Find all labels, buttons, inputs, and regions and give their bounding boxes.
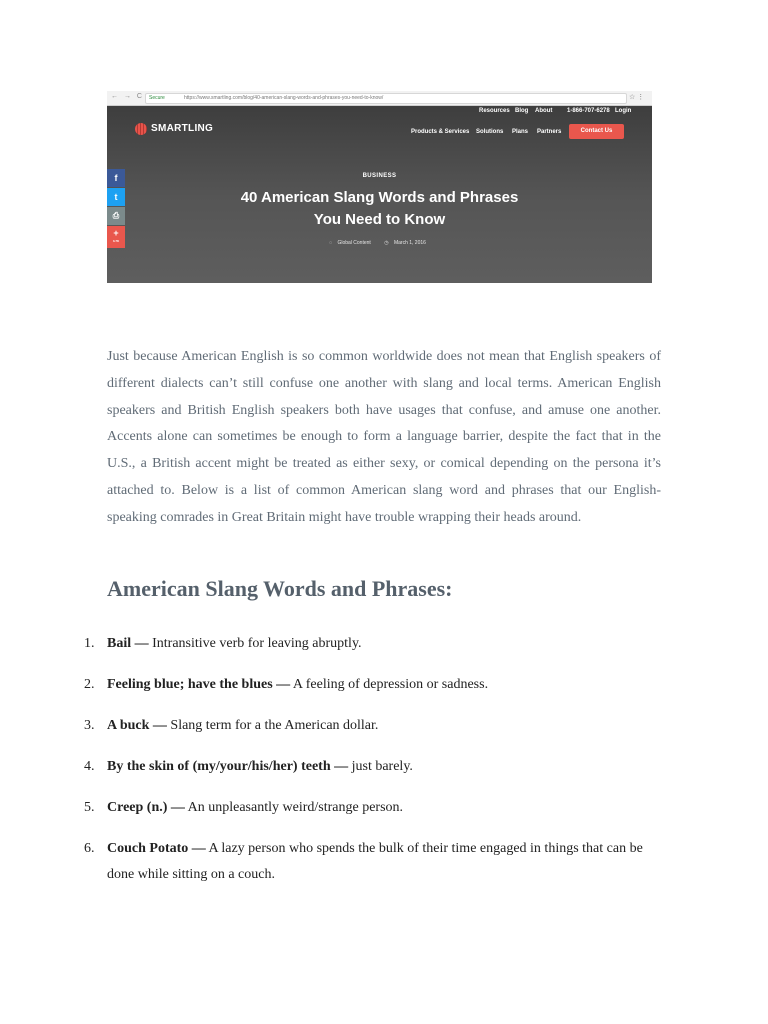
section-heading: American Slang Words and Phrases:: [107, 576, 453, 601]
list-number: 4.: [84, 759, 95, 774]
list-number: 1.: [84, 636, 95, 651]
slang-definition: Slang term for a the American dollar.: [166, 718, 379, 733]
slang-term: Bail —: [107, 636, 149, 651]
slang-definition: A feeling of depression or sadness.: [290, 677, 489, 692]
list-item: [84, 836, 667, 888]
browser-toolbar: [107, 91, 652, 106]
slang-definition: A lazy person who spends the bulk of their time engaged in things that can be done while sitting on a couch.: [107, 841, 643, 882]
list-item: [84, 795, 667, 821]
list-item: [84, 754, 667, 780]
list-item: [84, 672, 667, 698]
logo-mark-icon: [135, 123, 147, 135]
twitter-share-icon: t: [107, 188, 125, 206]
top-link-phone: 1-866-707-6278: [567, 108, 610, 114]
slang-term: By the skin of (my/your/his/her) teeth —: [107, 759, 349, 774]
nav-plans: Plans: [512, 129, 529, 135]
print-share-icon: ⎙: [107, 207, 125, 225]
nav-partners: Partners: [537, 129, 562, 135]
contact-us-button: Contact Us: [569, 124, 624, 139]
slang-list: [84, 631, 667, 903]
list-number: 5.: [84, 800, 95, 815]
category-label: BUSINESS: [362, 173, 397, 179]
secure-label: Secure: [149, 95, 165, 101]
post-meta: [107, 240, 652, 246]
slang-term: Creep (n.) —: [107, 800, 185, 815]
post-author: ◌ Global Content: [329, 240, 371, 246]
top-links: [477, 108, 647, 118]
address-bar: [145, 93, 627, 104]
list-item: [84, 631, 667, 657]
post-date: ◷ March 1, 2016: [384, 240, 426, 246]
share-count: 3.7K: [112, 239, 120, 243]
plus-glyph: +: [113, 228, 119, 238]
star-icon: ☆ ⋮: [629, 94, 645, 101]
blog-screenshot: [107, 91, 652, 283]
intro-paragraph: Just because American English is so common worldwide does not mean that English speakers of different dialects can’t still confuse one another with slang and local terms. American English speakers and British English speakers both have usages that confuse, and amuse one another. Accents alone can sometimes be enough to form a language barrier, despite the fact that in the U.S., a British accent might be treated as either sexy, or comical depending on the persona it’s attached to. Below is a list of common American slang word and phrases that our English-speaking comrades in Great Britain might have trouble wrapping their heads around.: [107, 349, 661, 525]
smartling-logo: [135, 122, 215, 136]
logo-text: SMARTLING: [151, 123, 214, 134]
list-number: 6.: [84, 841, 95, 856]
slang-term: Couch Potato —: [107, 841, 206, 856]
top-link-blog: Blog: [515, 108, 529, 114]
slang-term: Feeling blue; have the blues —: [107, 677, 291, 692]
nav-products-services: Products & Services: [411, 129, 470, 135]
list-number: 3.: [84, 718, 95, 733]
top-link-login: Login: [615, 108, 632, 114]
top-link-about: About: [535, 108, 553, 114]
url-text: https://www.smartling.com/blog/40-american-slang-words-and-phrases-you-need-to-know/: [184, 95, 384, 101]
nav-solutions: Solutions: [476, 129, 504, 135]
browser-nav-icons: ← → C: [111, 93, 144, 100]
list-number: 2.: [84, 677, 95, 692]
hero-title-line-2: You Need to Know: [313, 211, 446, 228]
facebook-share-icon: f: [107, 169, 125, 187]
top-link-resources: Resources: [479, 108, 510, 114]
slang-definition: An unpleasantly weird/strange person.: [184, 800, 404, 815]
slang-definition: just barely.: [348, 759, 413, 774]
hero-title: [207, 187, 552, 231]
hero-title-line-1: 40 American Slang Words and Phrases: [240, 189, 519, 206]
slang-term: A buck —: [107, 718, 167, 733]
list-item: [84, 713, 667, 739]
slang-definition: Intransitive verb for leaving abruptly.: [148, 636, 362, 651]
